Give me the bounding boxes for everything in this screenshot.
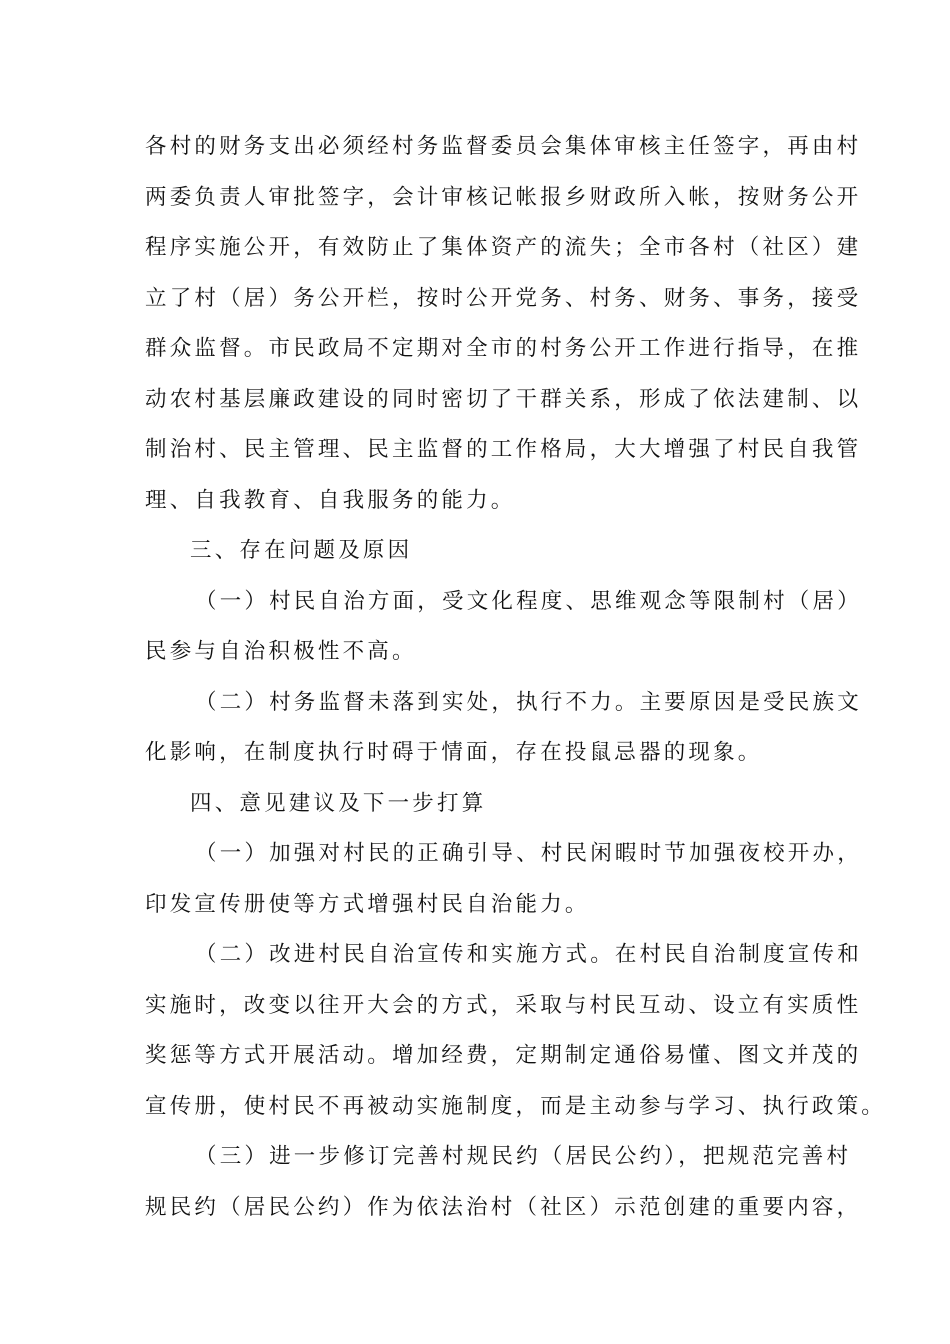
paragraph-line: （一）村民自治方面，受文化程度、思维观念等限制村（居） (195, 588, 862, 614)
paragraph-line: 两委负责人审批签字，会计审核记帐报乡财政所入帐，按财务公开 (145, 184, 862, 210)
paragraph-line: 立了村（居）务公开栏，按时公开党务、村务、财务、事务，接受 (145, 285, 862, 311)
paragraph-line: 制治村、民主管理、民主监督的工作格局，大大增强了村民自我管 (145, 437, 862, 462)
paragraph-line: （二）村务监督未落到实处，执行不力。主要原因是受民族文 (195, 689, 862, 715)
paragraph-line: 民参与自治积极性不高。 (145, 639, 417, 664)
document-body (145, 130, 887, 1241)
paragraph-line: 群众监督。市民政局不定期对全市的村务公开工作进行指导，在推 (145, 336, 862, 361)
section-heading: 三、存在问题及原因 (190, 538, 413, 563)
paragraph-line: 动农村基层廉政建设的同时密切了干群关系，形成了依法建制、以 (145, 386, 862, 412)
paragraph-line: （三）进一步修订完善村规民约（居民公约），把规范完善村 (195, 1144, 852, 1169)
paragraph-line: （一）加强对村民的正确引导、村民闲暇时节加强夜校开办， (195, 841, 862, 866)
paragraph-line: 化影响，在制度执行时碍于情面，存在投鼠忌器的现象。 (145, 740, 763, 765)
paragraph-line: 理、自我教育、自我服务的能力。 (145, 487, 516, 513)
paragraph-line: 各村的财务支出必须经村务监督委员会集体审核主任签字，再由村 (145, 134, 862, 159)
paragraph-line: 实施时，改变以往开大会的方式，采取与村民互动、设立有实质性 (145, 992, 862, 1018)
paragraph-line: 程序实施公开，有效防止了集体资产的流失；全市各村（社区）建 (145, 235, 862, 260)
section-heading: 四、意见建议及下一步打算 (190, 790, 487, 816)
paragraph-line: 奖惩等方式开展活动。增加经费，定期制定通俗易懂、图文并茂的 (145, 1043, 862, 1068)
paragraph-line: （二）改进村民自治宣传和实施方式。在村民自治制度宣传和 (195, 942, 862, 967)
paragraph-line: 规民约（居民公约）作为依法治村（社区）示范创建的重要内容， (145, 1194, 862, 1220)
paragraph-line: 印发宣传册使等方式增强村民自治能力。 (145, 891, 590, 917)
paragraph-line: 宣传册，使村民不再被动实施制度，而是主动参与学习、执行政策。 (145, 1093, 887, 1119)
